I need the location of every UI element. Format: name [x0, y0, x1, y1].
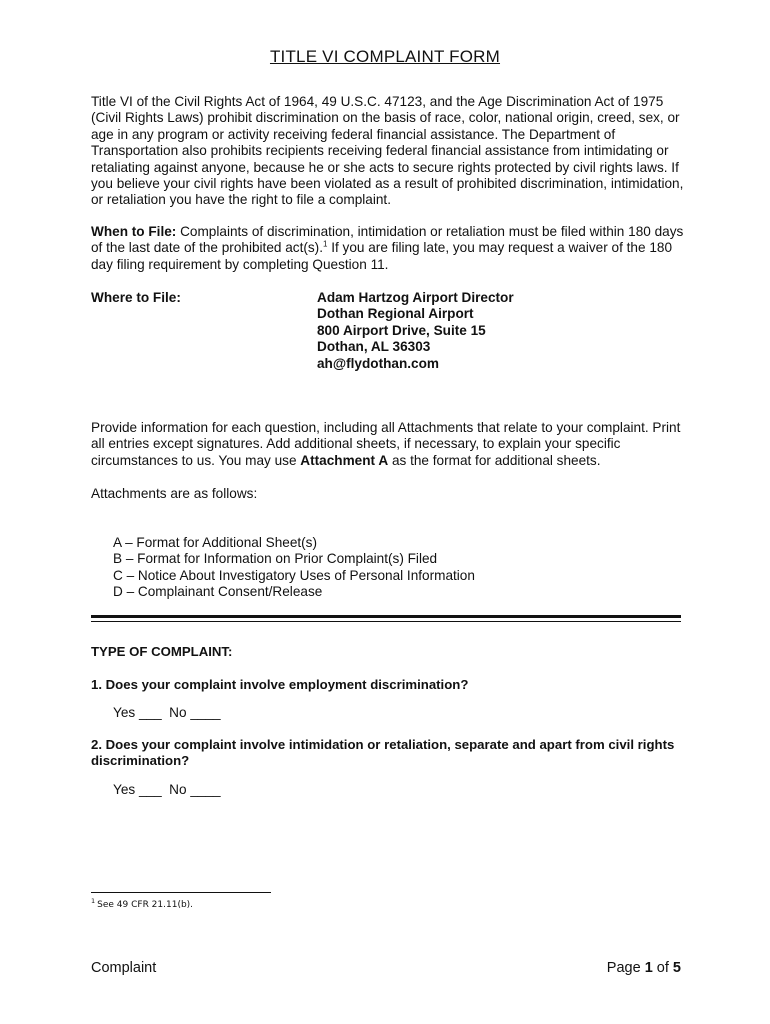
type-of-complaint-heading: TYPE OF COMPLAINT:: [91, 644, 233, 659]
list-item: A – Format for Additional Sheet(s): [113, 535, 318, 550]
list-item: D – Complainant Consent/Release: [113, 584, 323, 600]
address-line-city: Dothan, AL 36303: [317, 339, 431, 355]
attachments-intro: Attachments are as follows:: [91, 486, 258, 501]
answer-2-yes-no: Yes ___ No ____: [113, 782, 221, 797]
list-item: C – Notice About Investigatory Uses of Personal Information: [113, 567, 475, 583]
footnote: [91, 897, 194, 910]
address-line-email: ah@flydothan.com: [317, 355, 440, 371]
answer-1-yes-no: Yes ___ No ____: [113, 705, 221, 720]
filing-address: [317, 290, 514, 372]
question-2: 2. Does your complaint involve intimidation or retaliation, separate and apart from civil rights discrimination?: [91, 737, 675, 769]
when-to-file-label: When to File:: [91, 224, 177, 239]
intro-paragraph: Title VI of the Civil Rights Act of 1964, 49 U.S.C. 47123, and the Age Discrimination Act of 1975 (Civil Rights Laws) prohibit discrimination on the basis of race, color, national origin, creed, sex, or age in any program or activity receiving federal financial assistance. The Department of Transportation also prohibits recipients receiving federal financial assistance from intimidating or retaliating against anyone, because he or she acts to secure rights protected by civil rights laws. If you believe your civil rights have been violated as a result of prohibited discrimination, intimidation, or retaliation you have the right to file a complaint.: [91, 94, 684, 208]
footnote-marker: 1: [91, 897, 96, 905]
page-prefix: Page: [606, 960, 645, 976]
footnote-separator: [91, 892, 271, 893]
attachments-list: [113, 535, 475, 601]
page-number: [607, 960, 681, 976]
provide-info-text: Provide information for each question, including all Attachments that relate to your complaint. Print all entries except signatures. Add additional sheets, if necessary, to explain your specific circumstances to us. You may use: [91, 420, 681, 468]
page-title: TITLE VI COMPLAINT FORM: [269, 47, 501, 66]
when-to-file-text: Complaints of discrimination, intimidation or retaliation must be filed within 180 days of the last date of the prohibited act(s).: [91, 224, 684, 256]
section-divider-thin: [91, 621, 681, 622]
attachment-a-reference: Attachment A: [300, 452, 389, 468]
current-page: 1: [644, 960, 653, 976]
when-to-file-paragraph: [91, 224, 691, 273]
address-line-street: 800 Airport Drive, Suite 15: [317, 322, 486, 338]
list-item: B – Format for Information on Prior Complaint(s) Filed: [113, 551, 438, 567]
where-to-file-label: Where to File:: [91, 290, 181, 305]
address-line-organization: Dothan Regional Airport: [317, 306, 474, 322]
total-pages: 5: [672, 960, 681, 976]
address-line-name: Adam Hartzog Airport Director: [317, 290, 514, 305]
question-1: 1. Does your complaint involve employment discrimination?: [91, 677, 469, 692]
section-divider-thick: [91, 615, 681, 618]
when-to-file-text-continued: If you are filing late, you may request a waiver of the 180 day filing requirement by completing Question 11.: [91, 240, 673, 272]
footnote-reference: 1: [322, 239, 328, 249]
footnote-text: See 49 CFR 21.11(b).: [97, 900, 194, 910]
provide-info-text-end: as the format for additional sheets.: [388, 452, 601, 468]
footer-label: Complaint: [91, 960, 157, 976]
page-of: of: [652, 960, 673, 976]
provide-info-paragraph: [91, 420, 691, 469]
